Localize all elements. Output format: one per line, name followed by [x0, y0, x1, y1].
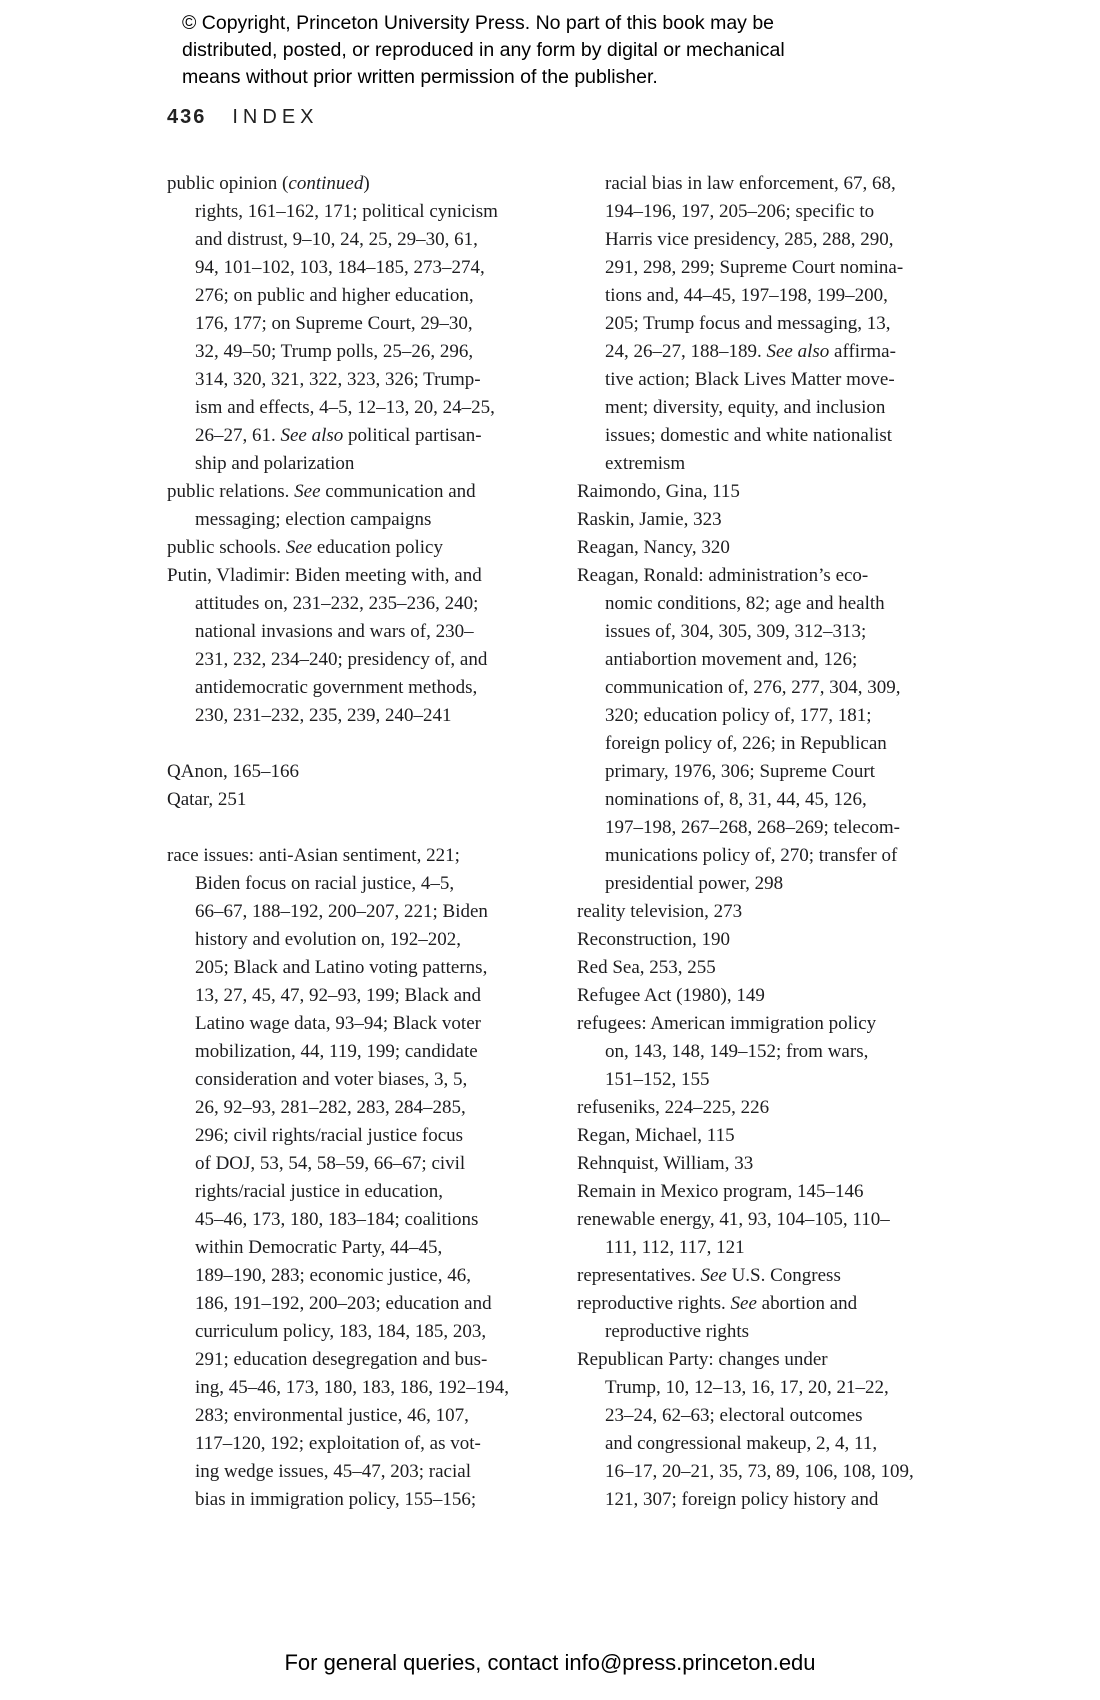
- index-line-text: Reagan, Ronald: administration’s eco-: [577, 565, 869, 586]
- index-line: [167, 674, 577, 702]
- index-line-italic-text: See: [700, 1265, 727, 1286]
- index-line: [167, 786, 577, 814]
- index-line-text: 151–152, 155: [605, 1069, 710, 1090]
- index-line-italic-text: See also: [280, 425, 344, 446]
- index-line-text: extremism: [605, 453, 686, 474]
- index-column-right: [577, 170, 1037, 1514]
- index-line: [167, 1094, 577, 1122]
- index-line-text: 291; education desegregation and bus-: [195, 1349, 488, 1370]
- index-line-text: Raimondo, Gina, 115: [577, 481, 740, 502]
- index-line: [577, 982, 1037, 1010]
- index-line-text: nominations of, 8, 31, 44, 45, 126,: [605, 789, 867, 810]
- index-line: [167, 1010, 577, 1038]
- index-line: [577, 1066, 1037, 1094]
- index-line: [577, 702, 1037, 730]
- index-line: [167, 1430, 577, 1458]
- index-line-text: 186, 191–192, 200–203; education and: [195, 1293, 492, 1314]
- index-line: [167, 1150, 577, 1178]
- index-line-text: Refugee Act (1980), 149: [577, 985, 765, 1006]
- index-line-text: 23–24, 62–63; electoral outcomes: [605, 1405, 863, 1426]
- index-line: [577, 1290, 1037, 1318]
- index-line-text: Putin, Vladimir: Biden meeting with, and: [167, 565, 482, 586]
- index-line-text: Trump, 10, 12–13, 16, 17, 20, 21–22,: [605, 1377, 889, 1398]
- index-line: [577, 1346, 1037, 1374]
- copyright-line: means without prior written permission of the publisher.: [182, 66, 658, 88]
- index-line: [167, 226, 577, 254]
- index-line: [577, 674, 1037, 702]
- index-line: [577, 450, 1037, 478]
- index-line-text: and distrust, 9–10, 24, 25, 29–30, 61,: [195, 229, 478, 250]
- index-line-text: Regan, Michael, 115: [577, 1125, 735, 1146]
- index-line: [167, 898, 577, 926]
- index-line: [577, 590, 1037, 618]
- index-line-text: Remain in Mexico program, 145–146: [577, 1181, 864, 1202]
- index-line: [167, 1402, 577, 1430]
- index-line: [577, 562, 1037, 590]
- index-line-text: attitudes on, 231–232, 235–236, 240;: [195, 593, 479, 614]
- index-line-text: Rehnquist, William, 33: [577, 1153, 754, 1174]
- index-line-text: 26–27, 61.: [195, 425, 281, 446]
- index-line: [577, 310, 1037, 338]
- index-line: [167, 1346, 577, 1374]
- index-line-text: ism and effects, 4–5, 12–13, 20, 24–25,: [195, 397, 495, 418]
- index-line-text: curriculum policy, 183, 184, 185, 203,: [195, 1321, 487, 1342]
- index-line: [167, 366, 577, 394]
- index-line: [167, 842, 577, 870]
- index-line: [167, 1206, 577, 1234]
- index-line-text: issues of, 304, 305, 309, 312–313;: [605, 621, 867, 642]
- index-line: [167, 982, 577, 1010]
- index-line-text: Republican Party: changes under: [577, 1349, 828, 1370]
- index-line-text: and congressional makeup, 2, 4, 11,: [605, 1433, 878, 1454]
- index-line-text: renewable energy, 41, 93, 104–105, 110–: [577, 1209, 890, 1230]
- index-line: [577, 198, 1037, 226]
- index-line-text: on, 143, 148, 149–152; from wars,: [605, 1041, 869, 1062]
- index-line: [577, 730, 1037, 758]
- index-line: [577, 170, 1037, 198]
- index-line-text: 283; environmental justice, 46, 107,: [195, 1405, 469, 1426]
- index-line-text: 66–67, 188–192, 200–207, 221; Biden: [195, 901, 488, 922]
- index-line: [577, 1178, 1037, 1206]
- index-line-text: Red Sea, 253, 255: [577, 957, 716, 978]
- index-line-text: antiabortion movement and, 126;: [605, 649, 858, 670]
- index-line: [167, 198, 577, 226]
- index-line: [167, 506, 577, 534]
- index-line-text: messaging; election campaigns: [195, 509, 432, 530]
- index-line-text: tions and, 44–45, 197–198, 199–200,: [605, 285, 888, 306]
- index-line-text: 16–17, 20–21, 35, 73, 89, 106, 108, 109,: [605, 1461, 914, 1482]
- index-line: [167, 1486, 577, 1514]
- index-line-italic-text: See: [285, 537, 313, 558]
- index-line-text: reproductive rights: [605, 1321, 750, 1342]
- index-line: [577, 254, 1037, 282]
- index-line: [167, 1178, 577, 1206]
- index-line: [167, 758, 577, 786]
- index-line-text: ing wedge issues, 45–47, 203; racial: [195, 1461, 471, 1482]
- index-line-text: bias in immigration policy, 155–156;: [195, 1489, 477, 1510]
- index-line: [577, 1010, 1037, 1038]
- index-line-text: 194–196, 197, 205–206; specific to: [605, 201, 875, 222]
- index-line: [577, 1486, 1037, 1514]
- index-line: [167, 1234, 577, 1262]
- index-blank-line: [167, 730, 577, 758]
- index-line-text: 230, 231–232, 235, 239, 240–241: [195, 705, 452, 726]
- index-line-text: consideration and voter biases, 3, 5,: [195, 1069, 468, 1090]
- index-line: [577, 786, 1037, 814]
- index-line: [167, 1374, 577, 1402]
- index-line-text: 205; Black and Latino voting patterns,: [195, 957, 488, 978]
- index-line: [167, 590, 577, 618]
- index-line-text: public schools.: [167, 537, 286, 558]
- page-number: 436: [167, 106, 207, 128]
- index-line-text: foreign policy of, 226; in Republican: [605, 733, 887, 754]
- index-line: [577, 478, 1037, 506]
- index-line: [577, 618, 1037, 646]
- index-line: [167, 478, 577, 506]
- index-line-text: 45–46, 173, 180, 183–184; coalitions: [195, 1209, 479, 1230]
- index-line-text: ): [363, 173, 370, 194]
- index-line-italic-text: continued: [288, 173, 364, 194]
- index-line-text: racial bias in law enforcement, 67, 68,: [605, 173, 896, 194]
- index-line: [167, 170, 577, 198]
- copyright-line: © Copyright, Princeton University Press. No part of this book may be: [182, 12, 775, 34]
- index-line: [577, 926, 1037, 954]
- footer-contact: For general queries, contact info@press.princeton.edu: [284, 1650, 816, 1675]
- index-line: [577, 394, 1037, 422]
- index-line: [577, 1374, 1037, 1402]
- index-line: [577, 1402, 1037, 1430]
- index-line: [167, 1458, 577, 1486]
- index-line: [577, 1038, 1037, 1066]
- index-line-text: QAnon, 165–166: [167, 761, 299, 782]
- index-line: [577, 506, 1037, 534]
- index-line: [577, 814, 1037, 842]
- index-line: [577, 282, 1037, 310]
- index-line: [577, 1150, 1037, 1178]
- index-line-text: 291, 298, 299; Supreme Court nomina-: [605, 257, 904, 278]
- index-line-text: tive action; Black Lives Matter move-: [605, 369, 895, 390]
- index-line: [167, 422, 577, 450]
- index-line-text: presidential power, 298: [605, 873, 784, 894]
- index-line-text: 117–120, 192; exploitation of, as vot-: [195, 1433, 481, 1454]
- index-line: [167, 646, 577, 674]
- index-heading: INDEX: [232, 106, 319, 128]
- index-line-text: affirma-: [829, 341, 896, 362]
- index-line-text: 314, 320, 321, 322, 323, 326; Trump-: [195, 369, 481, 390]
- index-line: [167, 1290, 577, 1318]
- index-line-text: communication and: [320, 481, 476, 502]
- index-line-text: U.S. Congress: [726, 1265, 841, 1286]
- index-line: [577, 1122, 1037, 1150]
- index-line: [577, 954, 1037, 982]
- index-line: [167, 954, 577, 982]
- index-line-text: Biden focus on racial justice, 4–5,: [195, 873, 455, 894]
- index-line-text: within Democratic Party, 44–45,: [195, 1237, 443, 1258]
- index-line-text: national invasions and wars of, 230–: [195, 621, 474, 642]
- index-line: [167, 702, 577, 730]
- index-line-text: ment; diversity, equity, and inclusion: [605, 397, 886, 418]
- index-line-text: 276; on public and higher education,: [195, 285, 474, 306]
- index-line-text: Reagan, Nancy, 320: [577, 537, 730, 558]
- index-line: [577, 1430, 1037, 1458]
- index-line-text: primary, 1976, 306; Supreme Court: [605, 761, 876, 782]
- index-line-text: political partisan-: [343, 425, 482, 446]
- index-line: [167, 562, 577, 590]
- index-line-text: public opinion (: [167, 173, 289, 194]
- index-line: [577, 366, 1037, 394]
- index-line-text: mobilization, 44, 119, 199; candidate: [195, 1041, 478, 1062]
- index-line-text: of DOJ, 53, 54, 58–59, 66–67; civil: [195, 1153, 466, 1174]
- index-line-text: education policy: [312, 537, 443, 558]
- index-line-text: Raskin, Jamie, 323: [577, 509, 722, 530]
- index-line-text: Latino wage data, 93–94; Black voter: [195, 1013, 481, 1034]
- index-line: [167, 254, 577, 282]
- index-line-text: 26, 92–93, 281–282, 283, 284–285,: [195, 1097, 466, 1118]
- index-line-text: reality television, 273: [577, 901, 743, 922]
- index-line: [167, 450, 577, 478]
- index-line-text: abortion and: [756, 1293, 858, 1314]
- index-line: [577, 870, 1037, 898]
- index-line: [577, 1206, 1037, 1234]
- index-line-text: nomic conditions, 82; age and health: [605, 593, 885, 614]
- index-column-left: [167, 170, 577, 1514]
- index-line: [167, 1262, 577, 1290]
- index-line-text: 13, 27, 45, 47, 92–93, 199; Black and: [195, 985, 482, 1006]
- index-line-text: 121, 307; foreign policy history and: [605, 1489, 879, 1510]
- index-blank-line: [167, 814, 577, 842]
- index-line: [577, 898, 1037, 926]
- copyright-notice: [182, 10, 785, 91]
- index-line-text: munications policy of, 270; transfer of: [605, 845, 898, 866]
- index-line: [577, 226, 1037, 254]
- index-line: [577, 758, 1037, 786]
- index-line-text: 205; Trump focus and messaging, 13,: [605, 313, 891, 334]
- index-line: [167, 618, 577, 646]
- index-line-text: reproductive rights.: [577, 1293, 731, 1314]
- page-header: [167, 106, 319, 129]
- index-line-text: history and evolution on, 192–202,: [195, 929, 461, 950]
- index-line: [167, 926, 577, 954]
- index-columns: [167, 170, 1037, 1514]
- index-line-text: ship and polarization: [195, 453, 355, 474]
- index-line-text: race issues: anti-Asian sentiment, 221;: [167, 845, 460, 866]
- index-line-italic-text: See: [294, 481, 321, 502]
- index-line: [577, 842, 1037, 870]
- index-line-text: public relations.: [167, 481, 295, 502]
- index-line-text: 197–198, 267–268, 268–269; telecom-: [605, 817, 900, 838]
- index-line-text: antidemocratic government methods,: [195, 677, 478, 698]
- index-line: [577, 1262, 1037, 1290]
- index-line-text: rights, 161–162, 171; political cynicism: [195, 201, 498, 222]
- index-line: [167, 282, 577, 310]
- index-line: [577, 534, 1037, 562]
- index-line: [577, 1094, 1037, 1122]
- index-line-text: 296; civil rights/racial justice focus: [195, 1125, 464, 1146]
- index-line: [167, 394, 577, 422]
- index-line: [577, 1234, 1037, 1262]
- index-line-text: 320; education policy of, 177, 181;: [605, 705, 872, 726]
- index-line: [167, 1318, 577, 1346]
- index-line: [167, 310, 577, 338]
- index-line-text: representatives.: [577, 1265, 701, 1286]
- index-line-italic-text: See also: [766, 341, 830, 362]
- index-line: [167, 1038, 577, 1066]
- index-line-text: 94, 101–102, 103, 184–185, 273–274,: [195, 257, 485, 278]
- index-line: [577, 338, 1037, 366]
- index-line-text: Harris vice presidency, 285, 288, 290,: [605, 229, 894, 250]
- index-line: [167, 1122, 577, 1150]
- copyright-line: distributed, posted, or reproduced in any form by digital or mechanical: [182, 39, 785, 61]
- index-line-text: rights/racial justice in education,: [195, 1181, 443, 1202]
- index-line: [167, 534, 577, 562]
- index-line-italic-text: See: [730, 1293, 757, 1314]
- index-line-text: issues; domestic and white nationalist: [605, 425, 893, 446]
- index-line: [577, 1458, 1037, 1486]
- index-line-text: refugees: American immigration policy: [577, 1013, 877, 1034]
- index-line: [167, 338, 577, 366]
- index-line-text: refuseniks, 224–225, 226: [577, 1097, 770, 1118]
- index-line: [577, 422, 1037, 450]
- index-line-text: 231, 232, 234–240; presidency of, and: [195, 649, 488, 670]
- index-line: [577, 1318, 1037, 1346]
- index-line: [167, 1066, 577, 1094]
- index-line: [167, 870, 577, 898]
- index-line-text: 189–190, 283; economic justice, 46,: [195, 1265, 471, 1286]
- index-line-text: ing, 45–46, 173, 180, 183, 186, 192–194,: [195, 1377, 510, 1398]
- index-line-text: 32, 49–50; Trump polls, 25–26, 296,: [195, 341, 474, 362]
- index-line: [577, 646, 1037, 674]
- index-line-text: Qatar, 251: [167, 789, 247, 810]
- index-line-text: 24, 26–27, 188–189.: [605, 341, 767, 362]
- index-line-text: 176, 177; on Supreme Court, 29–30,: [195, 313, 473, 334]
- index-line-text: communication of, 276, 277, 304, 309,: [605, 677, 901, 698]
- index-line-text: 111, 112, 117, 121: [605, 1237, 745, 1258]
- index-line-text: Reconstruction, 190: [577, 929, 731, 950]
